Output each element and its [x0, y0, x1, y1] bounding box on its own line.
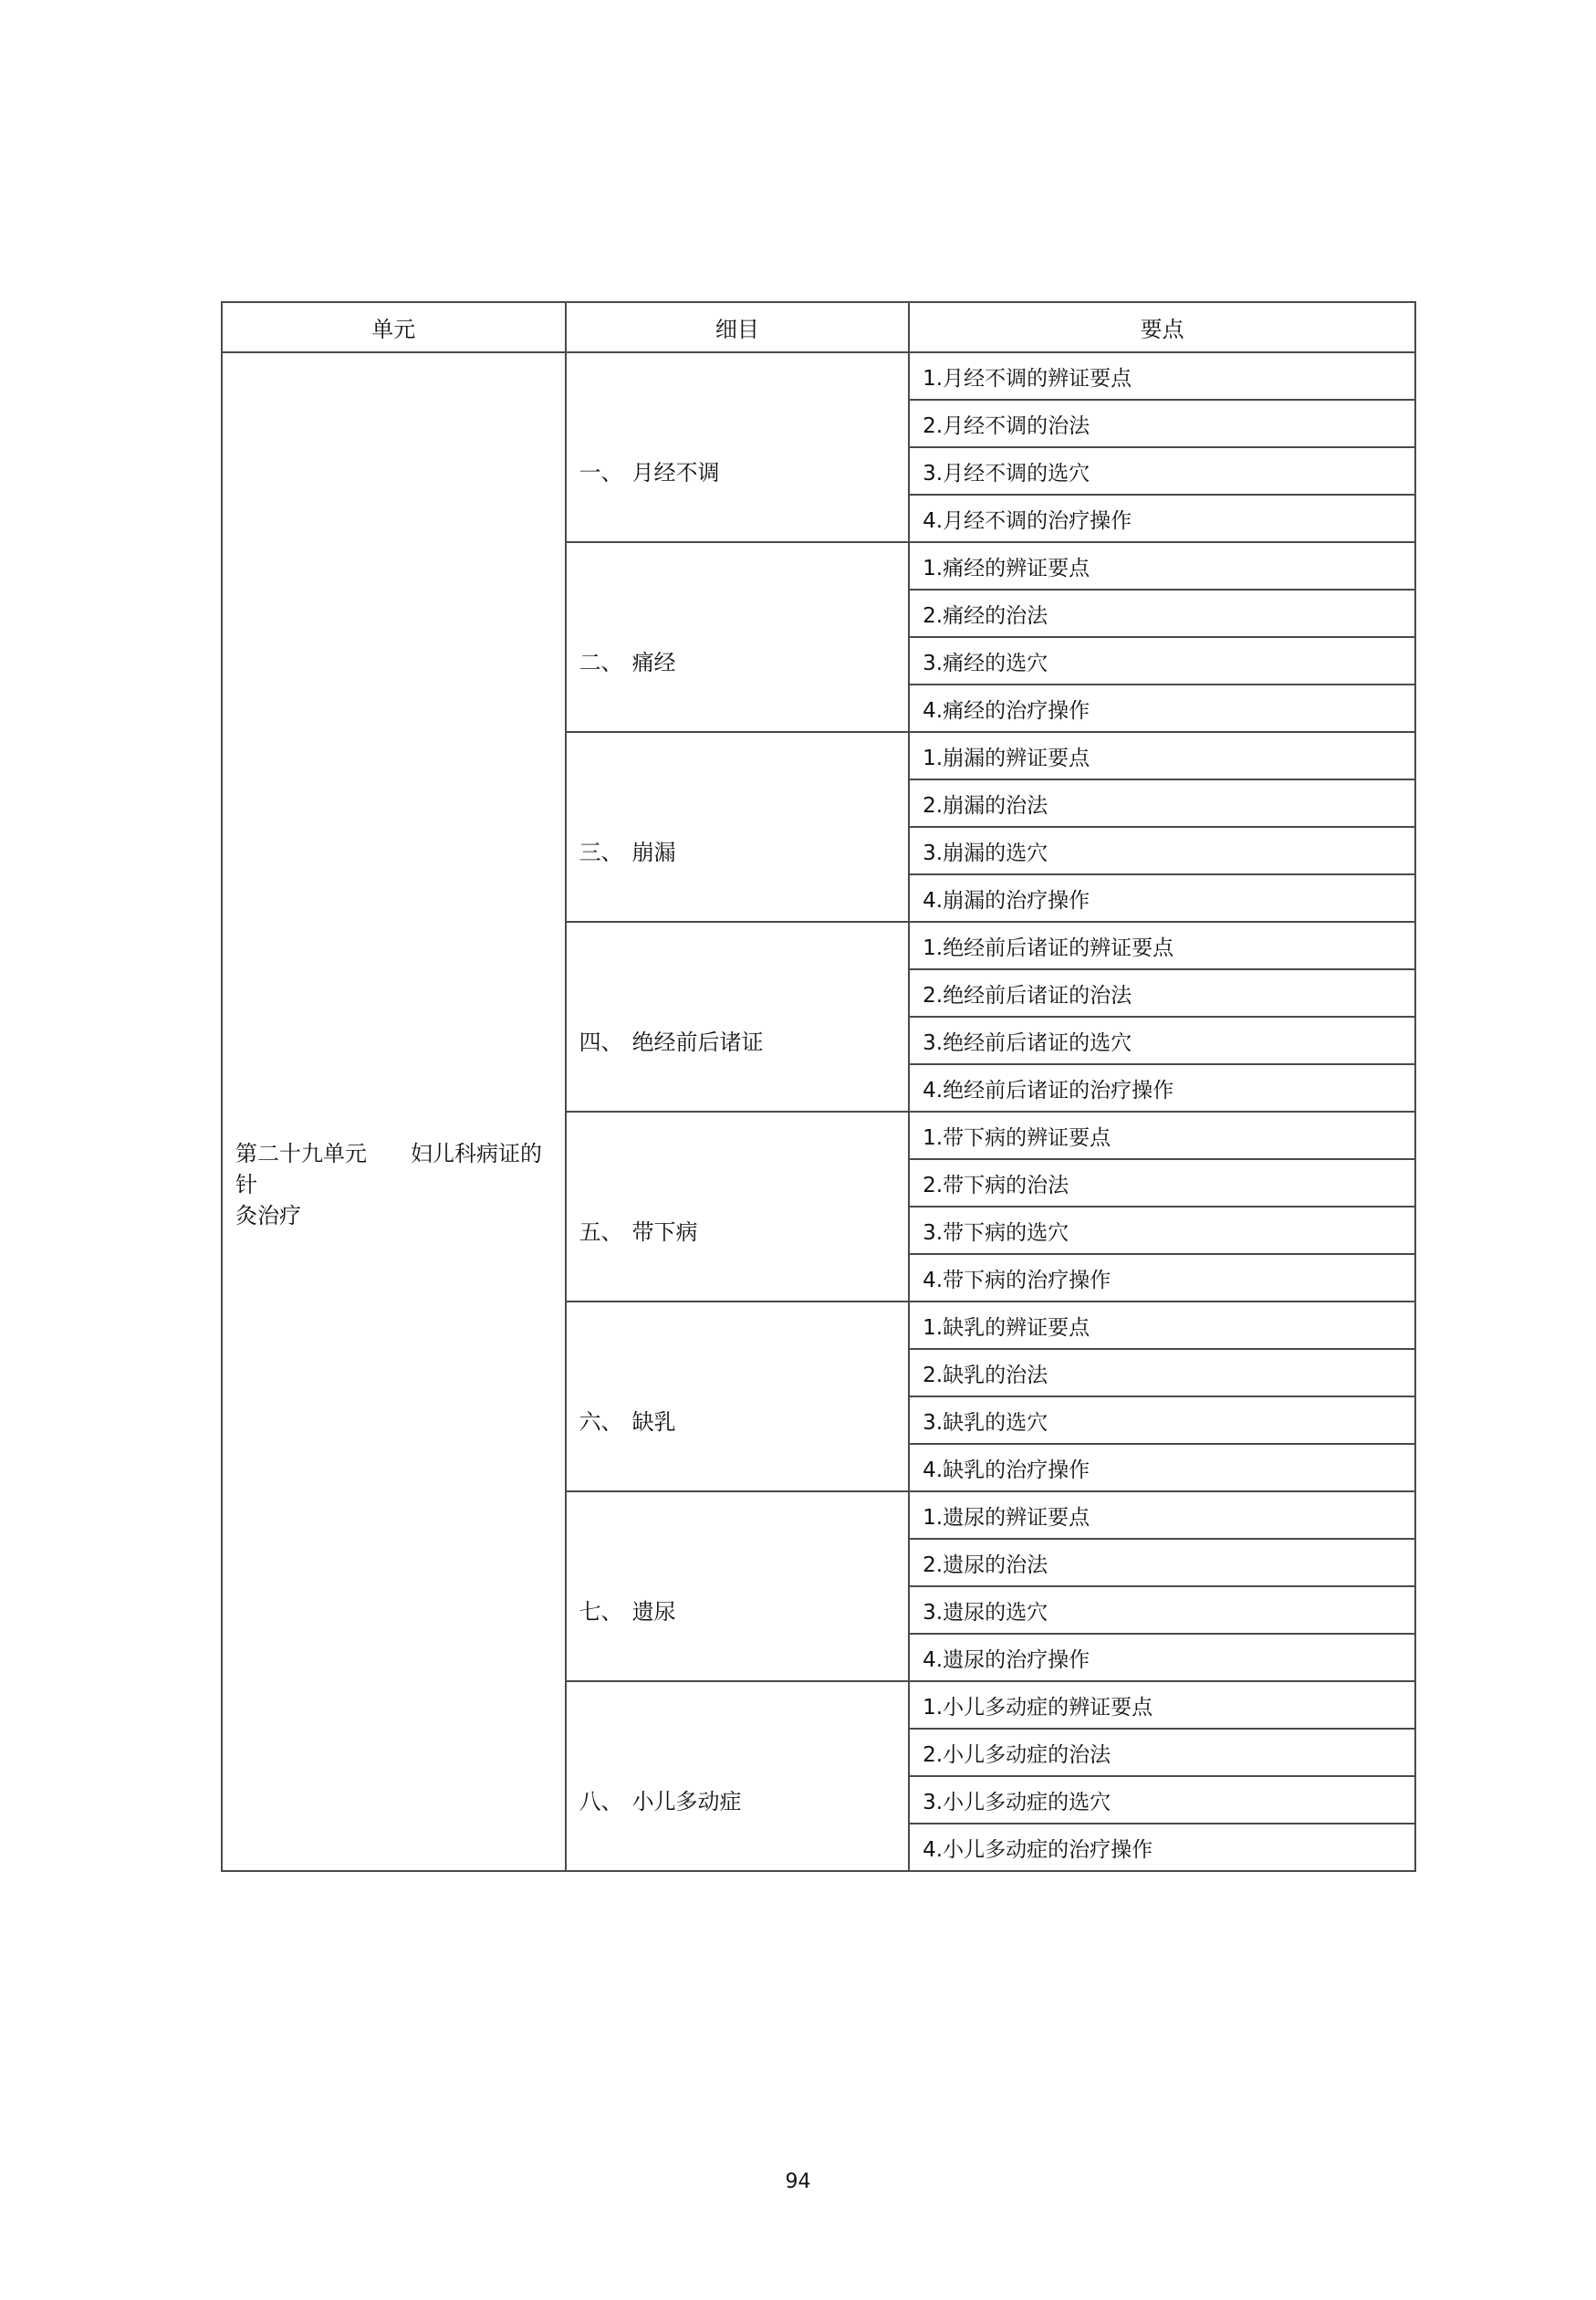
detail-title: 崩漏: [631, 839, 676, 865]
point-cell: 2.绝经前后诸证的治法: [909, 969, 1415, 1017]
point-cell: 2.月经不调的治法: [909, 400, 1415, 447]
unit-title-line: 第二十九单元 妇儿科病证的: [235, 1141, 542, 1166]
detail-title: 遗尿: [631, 1598, 676, 1625]
point-cell: 1.月经不调的辨证要点: [909, 352, 1415, 400]
syllabus-table: [221, 301, 1416, 1872]
point-cell: 3.痛经的选穴: [909, 637, 1415, 685]
detail-number: 五、: [579, 1218, 623, 1245]
detail-cell: [566, 542, 910, 732]
point-cell: 3.缺乳的选穴: [909, 1396, 1415, 1444]
point-cell: 4.绝经前后诸证的治疗操作: [909, 1064, 1415, 1112]
point-cell: 1.缺乳的辨证要点: [909, 1302, 1415, 1349]
detail-number: 八、: [579, 1788, 623, 1814]
point-cell: 1.崩漏的辨证要点: [909, 732, 1415, 779]
detail-number: 一、: [579, 459, 623, 486]
point-cell: 1.遗尿的辨证要点: [909, 1491, 1415, 1539]
point-cell: 2.小儿多动症的治法: [909, 1729, 1415, 1776]
point-cell: 1.带下病的辨证要点: [909, 1112, 1415, 1159]
point-cell: 3.带下病的选穴: [909, 1207, 1415, 1254]
point-cell: 3.月经不调的选穴: [909, 447, 1415, 495]
point-cell: 2.遗尿的治法: [909, 1539, 1415, 1586]
point-cell: 3.崩漏的选穴: [909, 827, 1415, 874]
point-cell: 2.带下病的治法: [909, 1159, 1415, 1207]
detail-cell: [566, 732, 910, 922]
unit-title-line: 灸治疗: [235, 1203, 301, 1228]
detail-cell: [566, 1302, 910, 1491]
point-cell: 4.缺乳的治疗操作: [909, 1444, 1415, 1491]
detail-title: 缺乳: [631, 1408, 676, 1435]
detail-number: 六、: [579, 1408, 623, 1435]
detail-cell: [566, 1681, 910, 1871]
point-cell: 2.崩漏的治法: [909, 779, 1415, 827]
point-cell: 1.痛经的辨证要点: [909, 542, 1415, 590]
detail-number: 七、: [579, 1598, 623, 1625]
table-header-row: [222, 302, 1415, 352]
header-points: 要点: [909, 302, 1415, 352]
table-body: [222, 352, 1415, 1871]
detail-title: 痛经: [631, 649, 676, 675]
point-cell: 4.带下病的治疗操作: [909, 1254, 1415, 1302]
point-cell: 3.绝经前后诸证的选穴: [909, 1017, 1415, 1064]
point-cell: 4.月经不调的治疗操作: [909, 495, 1415, 542]
header-detail: 细目: [566, 302, 910, 352]
detail-title: 月经不调: [631, 459, 720, 486]
header-unit: 单元: [222, 302, 566, 352]
detail-cell: [566, 1491, 910, 1681]
table-row: [222, 352, 1415, 400]
detail-number: 二、: [579, 649, 623, 675]
detail-cell: [566, 352, 910, 542]
point-cell: 1.绝经前后诸证的辨证要点: [909, 922, 1415, 969]
point-cell: 4.痛经的治疗操作: [909, 685, 1415, 732]
unit-title: [235, 1138, 556, 1231]
point-cell: 1.小儿多动症的辨证要点: [909, 1681, 1415, 1729]
point-cell: 2.缺乳的治法: [909, 1349, 1415, 1396]
detail-number: 四、: [579, 1029, 623, 1055]
page-number: 94: [785, 2170, 811, 2193]
detail-number: 三、: [579, 839, 623, 865]
detail-title: 带下病: [631, 1218, 698, 1245]
detail-title: 绝经前后诸证: [631, 1029, 764, 1055]
unit-cell: [222, 352, 566, 1871]
point-cell: 4.遗尿的治疗操作: [909, 1634, 1415, 1681]
point-cell: 4.小儿多动症的治疗操作: [909, 1824, 1415, 1871]
point-cell: 3.遗尿的选穴: [909, 1586, 1415, 1634]
detail-title: 小儿多动症: [631, 1788, 742, 1814]
unit-title-line: 针: [235, 1172, 257, 1197]
detail-cell: [566, 922, 910, 1112]
point-cell: 4.崩漏的治疗操作: [909, 874, 1415, 922]
point-cell: 3.小儿多动症的选穴: [909, 1776, 1415, 1824]
detail-cell: [566, 1112, 910, 1302]
point-cell: 2.痛经的治法: [909, 590, 1415, 637]
